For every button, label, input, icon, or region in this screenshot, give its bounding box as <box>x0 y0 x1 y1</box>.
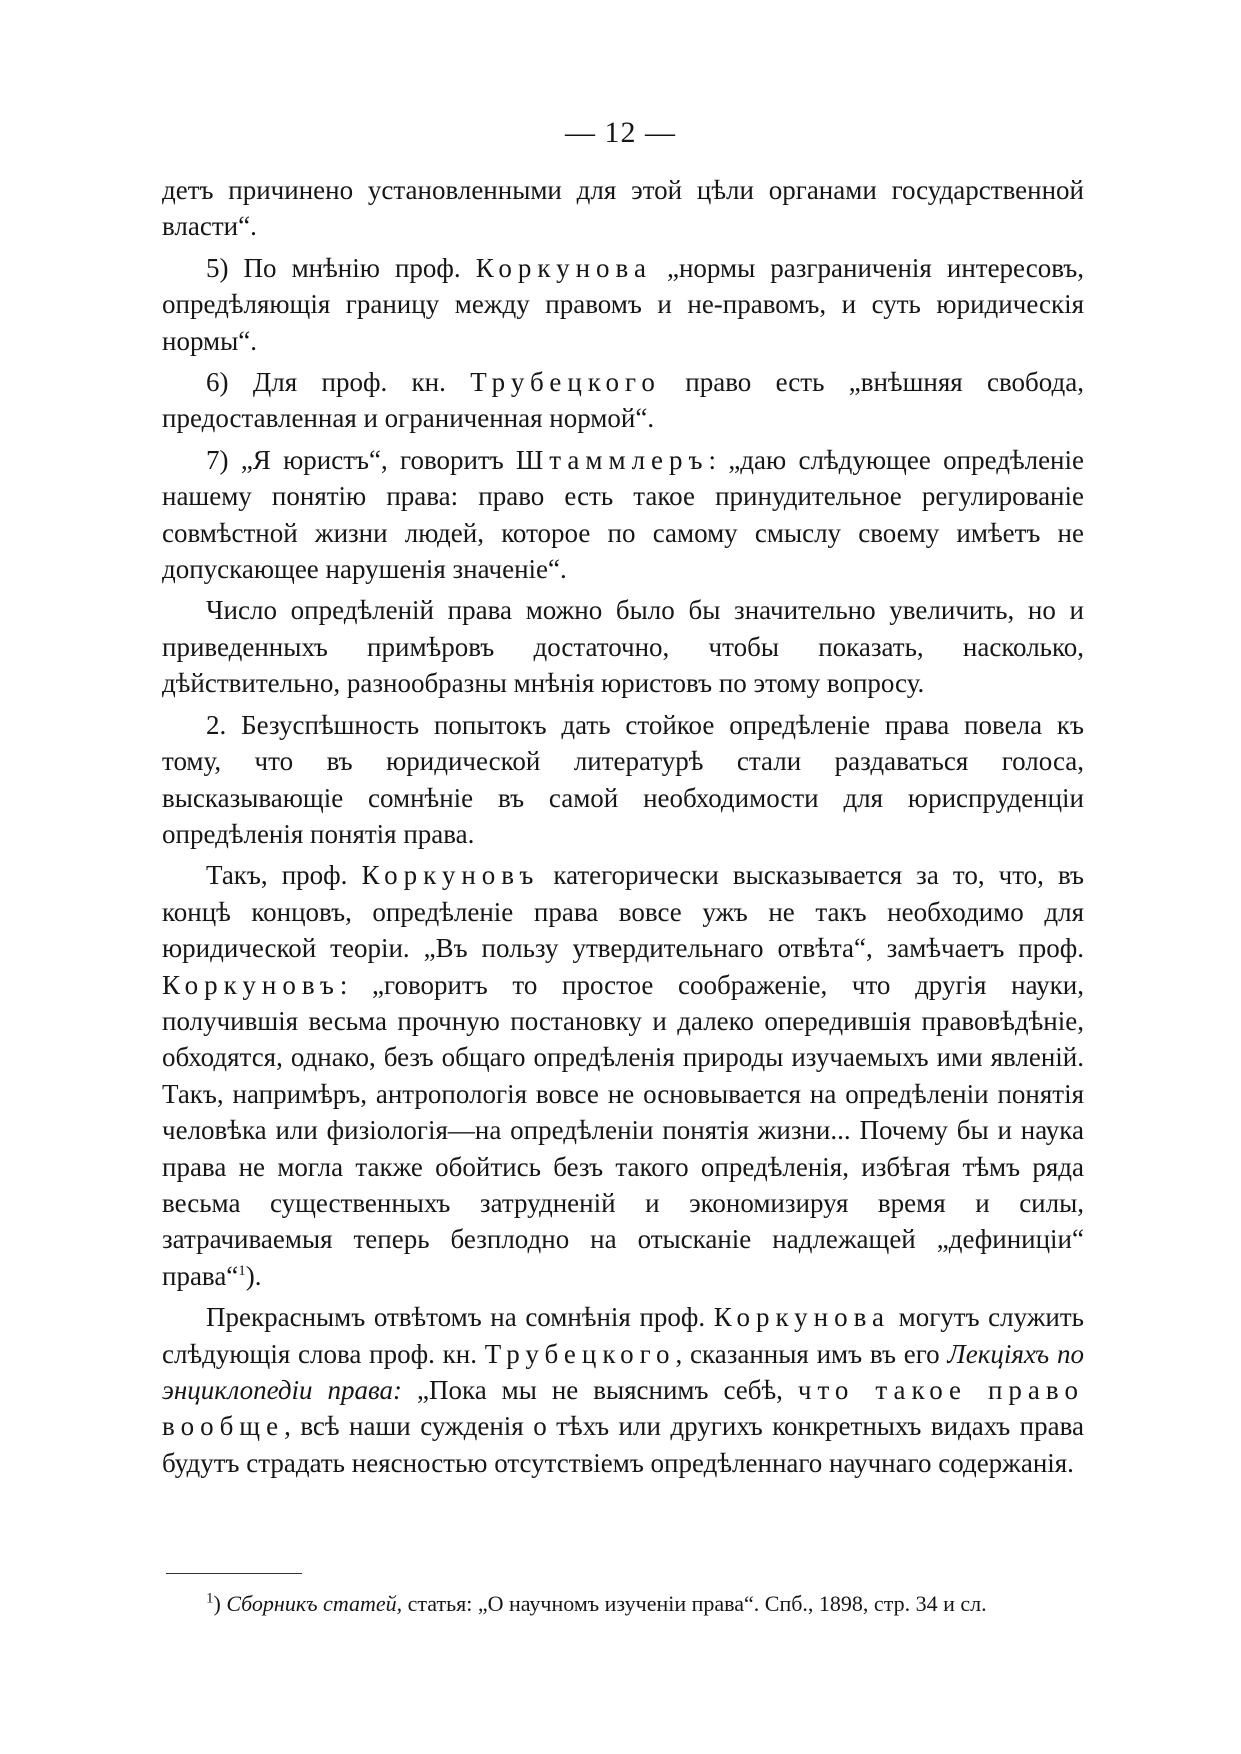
text-run: , всѣ наши сужденія о тѣхъ или другихъ конкретныхъ видахъ права будутъ страдать неясностью отсутствіемъ опредѣленнаго научнаго содержанія. <box>162 1411 1084 1478</box>
text-run: ). <box>245 1260 262 1291</box>
emphasized-phrase: что такое право вообще <box>162 1375 1084 1442</box>
footnote-text: статья: „О научномъ изученіи права“. Спб., 1898, стр. 34 и сл. <box>402 1591 987 1616</box>
page-number: — 12 — <box>565 116 676 149</box>
main-text <box>162 172 1084 1486</box>
text-run: 6) Для проф. кн. <box>206 367 471 398</box>
text-run: 5) По мнѣнію проф. <box>206 252 476 283</box>
footnote-reference[interactable]: 1 <box>238 1262 246 1279</box>
text-run: , сказанныя имъ въ его <box>675 1338 948 1369</box>
footnote-title: Сборникъ статей, <box>226 1591 403 1616</box>
author-name-stammler: Штаммлеръ <box>516 444 709 475</box>
author-name-korkunov: Коркунова <box>713 1302 891 1333</box>
text-run: Прекраснымъ отвѣтомъ на сомнѣнія проф. <box>206 1302 714 1333</box>
author-name-trubetskoy: Трубецкого <box>470 367 661 398</box>
text-run: „нормы разграниченія интересовъ, опредѣляющія границу между правомъ и не-правомъ, и суть юридическія нормы“. <box>162 252 1084 356</box>
author-name-trubetskoy: Трубецкого <box>484 1338 676 1369</box>
paragraph-continued <box>162 172 1084 245</box>
author-name-korkunov: Коркуновъ <box>361 860 540 891</box>
text-run: категорически высказывается за то, что, въ концѣ концовъ, опредѣленіе права вовсе ужъ не такъ необходимо для юридической теоріи. „Въ пользу утвердительнаго отвѣта“, замѣчаетъ проф. <box>162 860 1084 964</box>
author-name-korkunov: Коркунова <box>475 252 652 283</box>
footnote-divider <box>166 1573 302 1574</box>
text-run: право есть „внѣшняя свобода, предоставленная и ограниченная нормой“. <box>162 367 1084 434</box>
book-title: Лекціяхъ по энциклопедіи права: <box>162 1338 1084 1405</box>
footnote-mark: 1 <box>206 1590 214 1607</box>
paragraph-korkunov-quote <box>162 857 1084 1294</box>
paragraph-trubetskoy-answer <box>162 1299 1084 1481</box>
paragraph-item-5 <box>162 250 1084 359</box>
paragraph-item-6 <box>162 364 1084 437</box>
text-run: 2. Безуспѣшность попытокъ дать стойкое опредѣленіе права повела къ тому, что въ юридической литературѣ стали раздаваться голоса, высказывающіе сомнѣніе въ самой необходимости для юриспруденціи опредѣленія понятія права. <box>162 709 1084 849</box>
paragraph-summary <box>162 592 1084 701</box>
text-run: Такъ, проф. <box>206 860 362 891</box>
text-run: могутъ служить слѣдующія слова проф. кн. <box>162 1302 1084 1369</box>
text-run: детъ причинено установленными для этой цѣли органами государственной власти“. <box>162 175 1084 242</box>
paragraph-section-2 <box>162 707 1084 853</box>
text-run: Число опредѣленій права можно было бы значительно увеличить, но и приведенныхъ примѣровъ достаточно, чтобы показать, насколько, дѣйствительно, разнообразны мнѣнія юристовъ по этому вопросу. <box>162 595 1084 699</box>
footnote: $^1$) Сборникъ статей, статья: „О научномъ изученіи права“. Спб., 1898, стр. 34 и сл. <box>206 1590 987 1616</box>
text-run: : „даю слѣдующее опредѣленіе нашему понятію права: право есть такое принудительное регулированіе совмѣстной жизни людей, которое по самому смыслу своему имѣетъ не допускающее нарушенія значеніе“. <box>162 444 1084 585</box>
paragraph-item-7 <box>162 442 1084 588</box>
text-run: : „говоритъ то простое соображеніе, что другія науки, получившія весьма прочную постановку и далеко опередившія правовѣдѣніе, обходятся, однако, безъ общаго опредѣленія природы изучаемыхъ ими явленій. Такъ, напримѣръ, антропологія вовсе не основывается на опредѣленіи понятія человѣка или физіологія—на опредѣленіи понятія жизни... Почему бы и наука права не могла также обойтись безъ такого опредѣленія, избѣгая тѣмъ ряда весьма существенныхъ затрудненій и экономизируя время и силы, затрачиваемыя теперь безплодно на отысканіе надлежащей „дефиниціи“ права“ <box>162 969 1084 1291</box>
author-name-korkunov: Коркуновъ <box>162 969 340 1000</box>
text-run: 7) „Я юристъ“, говоритъ <box>206 444 517 475</box>
text-run: „Пока мы не выяснимъ себѣ, <box>402 1375 798 1405</box>
